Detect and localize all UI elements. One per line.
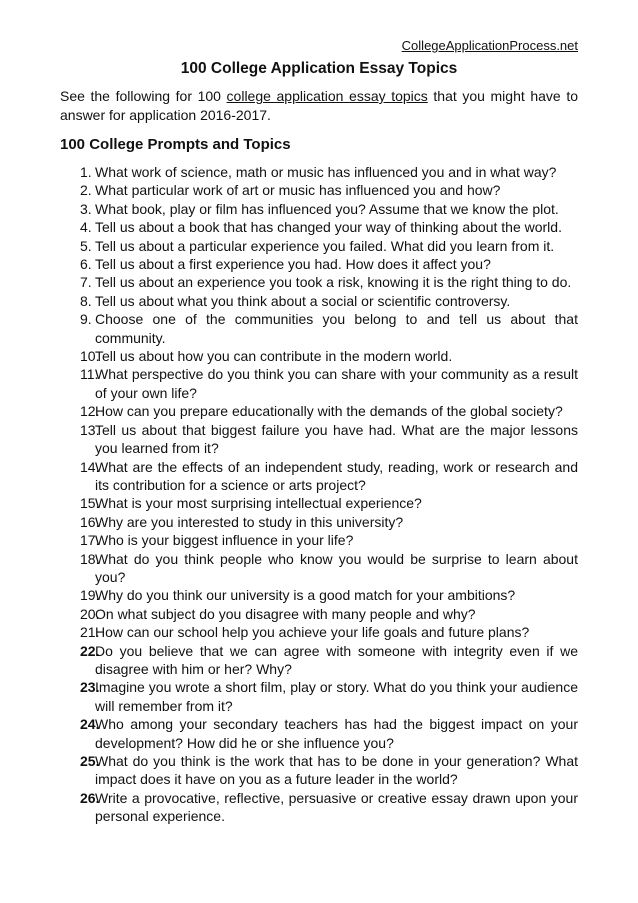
topic-number: 15. (80, 495, 100, 512)
topic-number: 19. (80, 587, 100, 604)
topic-text: How can our school help you achieve your life goals and future plans? (95, 624, 530, 641)
intro-text-before: See the following for 100 (60, 88, 227, 104)
topic-item (80, 752, 578, 789)
topic-text: What is your most surprising intellectual experience? (95, 495, 422, 512)
topic-item (80, 458, 578, 495)
topic-item (80, 586, 578, 604)
topic-number: 8. (80, 292, 92, 309)
topic-text: Tell us about that biggest failure you have had. What are the major lessons you learned from it? (95, 421, 578, 457)
site-link[interactable]: CollegeApplicationProcess.net (401, 38, 578, 53)
topic-item (80, 421, 578, 458)
topic-item (80, 181, 578, 199)
topic-text: Why are you interested to study in this university? (95, 513, 404, 530)
topic-item (80, 218, 578, 236)
topic-number: 21. (80, 624, 100, 641)
topic-text: What do you think is the work that has to be done in your generation? What impact does it have on you as a future leader in the world? (95, 753, 578, 788)
topic-item (80, 402, 578, 420)
topic-number: 14. (80, 458, 100, 475)
topic-text: What particular work of art or music has influenced you and how? (95, 182, 501, 199)
topic-number: 11. (80, 366, 99, 383)
topic-number: 16. (80, 513, 100, 530)
topic-item (80, 513, 578, 531)
topic-number: 3. (80, 200, 92, 217)
topic-text: What are the effects of an independent study, reading, work or research and its contribution for a science or arts project? (95, 458, 578, 493)
topic-text: Why do you think our university is a good match for your ambitions? (95, 587, 516, 604)
topic-number: 4. (80, 219, 92, 236)
topic-number: 7. (80, 274, 92, 291)
topic-text: What work of science, math or music has influenced you and in what way? (95, 164, 557, 180)
topic-item (80, 163, 578, 181)
intro-text-after: that you might have to answer for application 2016-2017. (60, 88, 578, 123)
topic-text: On what subject do you disagree with many people and why? (95, 605, 476, 622)
section-heading: 100 College Prompts and Topics (60, 136, 291, 153)
topic-item (80, 292, 578, 310)
topic-item (80, 550, 578, 587)
topic-text: Tell us about a book that has changed your way of thinking about the world. (95, 219, 562, 236)
topic-item (80, 237, 578, 255)
topic-item (80, 789, 578, 826)
topic-number: 26. (80, 789, 100, 806)
topic-number: 17. (80, 532, 100, 549)
topic-item (80, 255, 578, 273)
topic-item (80, 715, 578, 752)
topic-item (80, 347, 578, 365)
topic-number: 23. (80, 679, 100, 696)
topic-number: 25. (80, 753, 100, 769)
intro-paragraph (60, 87, 578, 125)
topic-text: Imagine you wrote a short film, play or story. What do you think your audience will remember from it? (95, 679, 578, 714)
topic-item (80, 310, 578, 347)
topic-text: Do you believe that we can agree with someone with integrity even if we disagree with him or her? Why? (95, 642, 578, 677)
topic-number: 13. (80, 421, 100, 438)
topic-number: 9. (80, 311, 92, 328)
topic-number: 6. (80, 256, 92, 273)
topic-item (80, 494, 578, 512)
topic-number: 2. (80, 182, 92, 199)
topic-text: Tell us about a particular experience you failed. What did you learn from it. (95, 237, 555, 254)
topic-text: Tell us about how you can contribute in the modern world. (95, 348, 453, 365)
topic-text: Write a provocative, reflective, persuasive or creative essay drawn upon your personal experience. (95, 789, 578, 825)
topic-text: Who is your biggest influence in your life? (95, 532, 354, 549)
topic-number: 24. (80, 716, 100, 733)
topic-text: What book, play or film has influenced you? Assume that we know the plot. (95, 200, 559, 217)
topic-number: 20. (80, 605, 100, 622)
page-title: 100 College Application Essay Topics (180, 60, 458, 77)
topic-item (80, 273, 578, 291)
topic-number: 1. (80, 164, 92, 180)
topic-list (80, 163, 578, 826)
topic-text: What do you think people who know you would be surprise to learn about you? (95, 550, 578, 585)
topic-item (80, 605, 578, 623)
topic-text: Who among your secondary teachers has had the biggest impact on your development? How did he or she influence you? (95, 716, 578, 751)
topic-item (80, 531, 578, 549)
topic-text: Choose one of the communities you belong to and tell us about that community. (95, 311, 578, 346)
topic-item (80, 200, 578, 218)
topic-item (80, 623, 578, 641)
topic-item (80, 642, 578, 679)
topic-number: 18. (80, 550, 100, 567)
topic-item (80, 365, 578, 402)
topic-text: How can you prepare educationally with the demands of the global society? (95, 403, 563, 420)
topic-text: Tell us about what you think about a social or scientific controversy. (95, 292, 511, 309)
topic-item (80, 678, 578, 715)
topic-number: 10. (80, 348, 100, 365)
topic-number: 22. (80, 642, 100, 659)
topic-text: What perspective do you think you can share with your community as a result of your own life? (95, 366, 578, 401)
topic-number: 12. (80, 403, 100, 420)
topic-text: Tell us about a first experience you had. How does it affect you? (95, 256, 491, 273)
topic-number: 5. (80, 237, 92, 254)
topic-text: Tell us about an experience you took a risk, knowing it is the right thing to do. (95, 274, 572, 291)
essay-topics-link[interactable]: college application essay topics (226, 88, 428, 104)
